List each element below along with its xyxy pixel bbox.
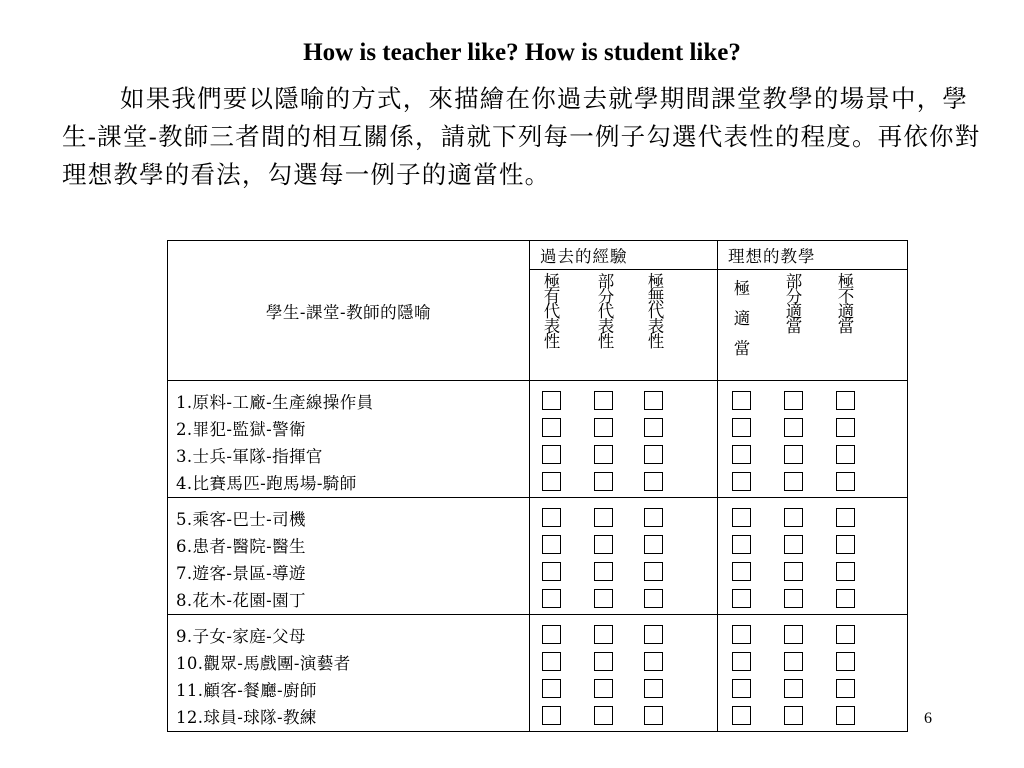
section-items bbox=[168, 381, 530, 498]
checkbox[interactable] bbox=[644, 679, 663, 698]
col-ideal-1-header: 極適當 bbox=[733, 279, 751, 358]
checkbox[interactable] bbox=[732, 625, 751, 644]
checkbox[interactable] bbox=[836, 418, 855, 437]
checkbox[interactable] bbox=[542, 445, 561, 464]
slide-title: How is teacher like? How is student like? bbox=[303, 39, 741, 66]
list-item: 11.顧客-餐廳-廚師 bbox=[176, 681, 317, 700]
checkbox[interactable] bbox=[542, 706, 561, 725]
checkbox[interactable] bbox=[732, 706, 751, 725]
checkbox[interactable] bbox=[542, 652, 561, 671]
checkbox[interactable] bbox=[542, 679, 561, 698]
section-items bbox=[168, 498, 530, 615]
past-checkboxes bbox=[530, 498, 718, 615]
checkbox[interactable] bbox=[644, 652, 663, 671]
ideal-checkboxes bbox=[718, 381, 908, 498]
checkbox[interactable] bbox=[594, 445, 613, 464]
checkbox[interactable] bbox=[644, 418, 663, 437]
metaphor-survey-table bbox=[167, 240, 908, 732]
past-checkboxes bbox=[530, 615, 718, 732]
checkbox[interactable] bbox=[542, 535, 561, 554]
checkbox[interactable] bbox=[732, 679, 751, 698]
checkbox[interactable] bbox=[542, 562, 561, 581]
checkbox[interactable] bbox=[732, 472, 751, 491]
checkbox[interactable] bbox=[594, 652, 613, 671]
checkbox[interactable] bbox=[784, 706, 803, 725]
past-column-headers bbox=[530, 270, 718, 381]
list-item: 12.球員-球隊-教練 bbox=[176, 708, 317, 727]
section-items bbox=[168, 615, 530, 732]
checkbox[interactable] bbox=[836, 391, 855, 410]
checkbox[interactable] bbox=[836, 679, 855, 698]
col-past-3-header: 極無代表性 bbox=[647, 272, 665, 351]
checkbox[interactable] bbox=[644, 589, 663, 608]
table-section-2 bbox=[168, 498, 908, 615]
checkbox[interactable] bbox=[594, 679, 613, 698]
checkbox[interactable] bbox=[594, 418, 613, 437]
checkbox[interactable] bbox=[644, 625, 663, 644]
ideal-column-headers bbox=[718, 270, 908, 381]
checkbox[interactable] bbox=[732, 508, 751, 527]
checkbox[interactable] bbox=[836, 472, 855, 491]
checkbox[interactable] bbox=[644, 391, 663, 410]
list-item: 10.觀眾-馬戲團-演藝者 bbox=[176, 654, 351, 673]
checkbox[interactable] bbox=[644, 508, 663, 527]
checkbox[interactable] bbox=[784, 625, 803, 644]
checkbox[interactable] bbox=[784, 508, 803, 527]
checkbox[interactable] bbox=[784, 445, 803, 464]
checkbox[interactable] bbox=[542, 625, 561, 644]
checkbox[interactable] bbox=[836, 445, 855, 464]
checkbox[interactable] bbox=[542, 391, 561, 410]
checkbox[interactable] bbox=[594, 535, 613, 554]
checkbox[interactable] bbox=[644, 562, 663, 581]
checkbox[interactable] bbox=[542, 418, 561, 437]
ideal-checkboxes bbox=[718, 615, 908, 732]
checkbox[interactable] bbox=[784, 391, 803, 410]
group-past-header bbox=[530, 241, 718, 270]
checkbox[interactable] bbox=[594, 508, 613, 527]
checkbox[interactable] bbox=[644, 445, 663, 464]
checkbox[interactable] bbox=[732, 535, 751, 554]
instructions-paragraph: 如果我們要以隱喻的方式，來描繪在你過去就學期間課堂教學的場景中，學生-課堂-教師三者間的相互關係，請就下列每一例子勾選代表性的程度。再依你對理想教學的看法，勾選每一例子的適當性。 bbox=[62, 84, 981, 189]
checkbox[interactable] bbox=[644, 706, 663, 725]
list-item: 6.患者-醫院-醫生 bbox=[176, 537, 306, 556]
list-item: 5.乘客-巴士-司機 bbox=[176, 510, 306, 529]
row-header-label: 學生-課堂-教師的隱喻 bbox=[265, 302, 432, 322]
checkbox[interactable] bbox=[784, 589, 803, 608]
list-item: 1.原料-工廠-生產線操作員 bbox=[176, 393, 374, 412]
checkbox[interactable] bbox=[784, 679, 803, 698]
list-item: 3.士兵-軍隊-指揮官 bbox=[176, 447, 323, 466]
col-ideal-3-header: 極不適當 bbox=[837, 272, 855, 336]
checkbox[interactable] bbox=[594, 472, 613, 491]
page-number: 6 bbox=[924, 710, 932, 727]
checkbox[interactable] bbox=[784, 472, 803, 491]
table-section-3 bbox=[168, 615, 908, 732]
checkbox[interactable] bbox=[732, 562, 751, 581]
checkbox[interactable] bbox=[732, 418, 751, 437]
checkbox[interactable] bbox=[732, 652, 751, 671]
checkbox[interactable] bbox=[594, 625, 613, 644]
table-section-1 bbox=[168, 381, 908, 498]
group-past-label: 過去的經驗 bbox=[540, 247, 628, 266]
checkbox[interactable] bbox=[594, 562, 613, 581]
checkbox[interactable] bbox=[836, 652, 855, 671]
list-item: 2.罪犯-監獄-警衛 bbox=[176, 420, 306, 439]
list-item: 7.遊客-景區-導遊 bbox=[176, 564, 306, 583]
checkbox[interactable] bbox=[836, 562, 855, 581]
ideal-checkboxes bbox=[718, 498, 908, 615]
checkbox[interactable] bbox=[542, 589, 561, 608]
checkbox[interactable] bbox=[836, 535, 855, 554]
checkbox[interactable] bbox=[836, 508, 855, 527]
list-item: 9.子女-家庭-父母 bbox=[176, 627, 306, 646]
col-past-2-header: 部分代表性 bbox=[597, 272, 615, 351]
col-ideal-2-header: 部分適當 bbox=[785, 272, 803, 336]
checkbox[interactable] bbox=[542, 472, 561, 491]
checkbox[interactable] bbox=[732, 391, 751, 410]
list-item: 8.花木-花園-園丁 bbox=[176, 591, 306, 610]
group-ideal-header bbox=[718, 241, 908, 270]
checkbox[interactable] bbox=[594, 589, 613, 608]
past-checkboxes bbox=[530, 381, 718, 498]
checkbox[interactable] bbox=[732, 589, 751, 608]
checkbox[interactable] bbox=[644, 472, 663, 491]
checkbox[interactable] bbox=[784, 562, 803, 581]
checkbox[interactable] bbox=[784, 652, 803, 671]
group-ideal-label: 理想的教學 bbox=[728, 247, 816, 266]
col-past-1-header: 極有代表性 bbox=[543, 272, 561, 351]
row-header-cell bbox=[168, 241, 530, 381]
checkbox[interactable] bbox=[784, 418, 803, 437]
checkbox[interactable] bbox=[836, 625, 855, 644]
checkbox[interactable] bbox=[594, 391, 613, 410]
checkbox[interactable] bbox=[732, 445, 751, 464]
list-item: 4.比賽馬匹-跑馬場-騎師 bbox=[176, 474, 357, 493]
checkbox[interactable] bbox=[784, 535, 803, 554]
checkbox[interactable] bbox=[542, 508, 561, 527]
checkbox[interactable] bbox=[594, 706, 613, 725]
checkbox[interactable] bbox=[644, 535, 663, 554]
checkbox[interactable] bbox=[836, 706, 855, 725]
checkbox[interactable] bbox=[836, 589, 855, 608]
